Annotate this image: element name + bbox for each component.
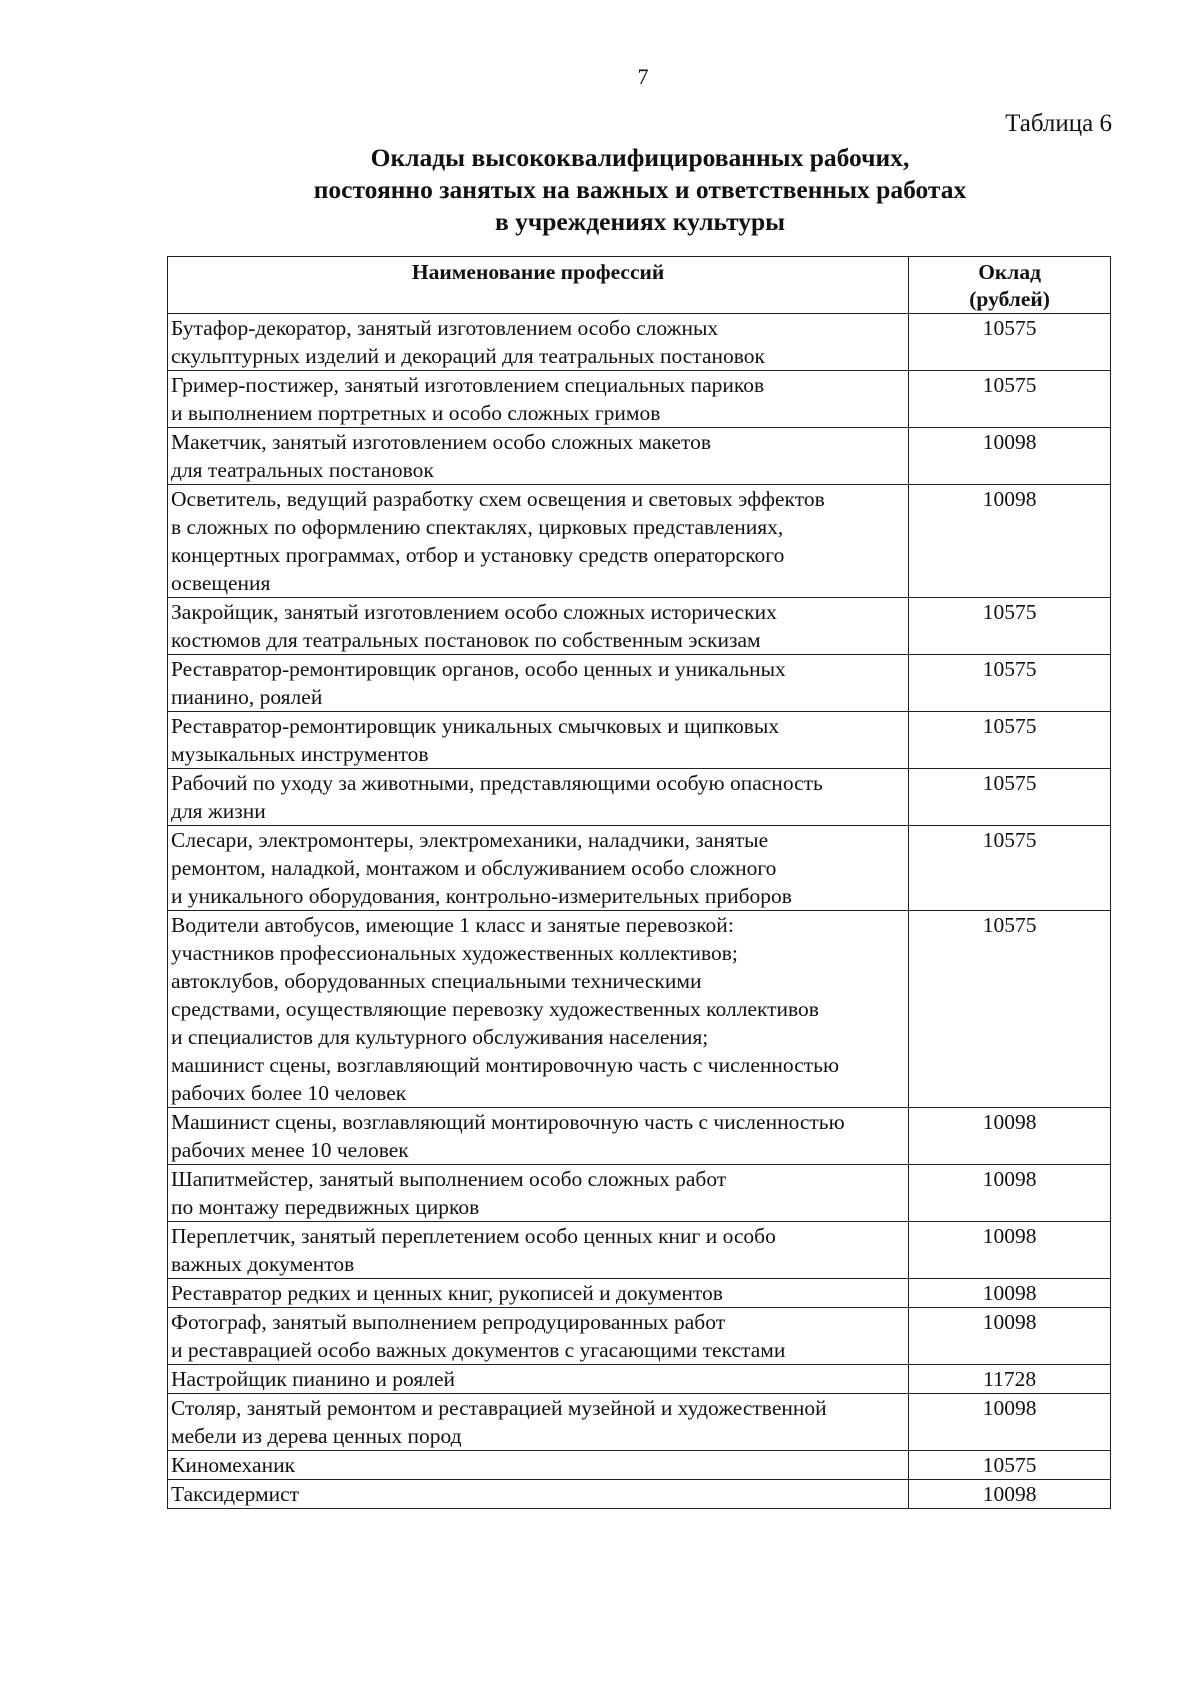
salary-cell: 10575: [909, 712, 1111, 769]
salary-cell: 10098: [909, 1165, 1111, 1222]
salary-cell: 10575: [909, 1451, 1111, 1480]
profession-cell: Макетчик, занятый изготовлением особо сложных макетов для театральных постановок: [168, 428, 909, 485]
column-header-profession: Наименование профессий: [168, 257, 909, 314]
table-row: [168, 485, 1111, 598]
salary-cell: 10575: [909, 371, 1111, 428]
profession-cell: Столяр, занятый ремонтом и реставрацией музейной и художественной мебели из дерева ценных пород: [168, 1394, 909, 1451]
column-header-salary: Оклад (рублей): [909, 257, 1111, 314]
page-number: 7: [637, 64, 649, 89]
profession-cell: Бутафор-декоратор, занятый изготовлением особо сложных скульптурных изделий и декораций для театральных постановок: [168, 314, 909, 371]
table-row: [168, 1365, 1111, 1394]
salary-cell: 10098: [909, 428, 1111, 485]
table-header-row: [168, 257, 1111, 314]
table-row: [168, 371, 1111, 428]
profession-cell: Водители автобусов, имеющие 1 класс и занятые перевозкой: участников профессиональных художественных коллективов; автоклубов, оборудованных специальными техническими средствами, осуществляющие перевозку художественных коллективов и специалистов для культурного обслуживания населения; машинист сцены, возглавляющий монтировочную часть с численностью рабочих более 10 человек: [168, 911, 909, 1108]
salary-cell: 10098: [909, 1222, 1111, 1279]
profession-cell: Переплетчик, занятый переплетением особо ценных книг и особо важных документов: [168, 1222, 909, 1279]
salary-cell: 10575: [909, 598, 1111, 655]
document-title: [160, 142, 1120, 238]
profession-cell: Гример-постижер, занятый изготовлением специальных париков и выполнением портретных и особо сложных гримов: [168, 371, 909, 428]
table-row: [168, 314, 1111, 371]
table-row: [168, 1451, 1111, 1480]
profession-cell: Машинист сцены, возглавляющий монтировочную часть с численностью рабочих менее 10 человек: [168, 1108, 909, 1165]
table-row: [168, 598, 1111, 655]
salary-cell: 10098: [909, 1308, 1111, 1365]
salary-cell: 10098: [909, 1480, 1111, 1509]
table-row: [168, 655, 1111, 712]
document-title-line: в учреждениях культуры: [494, 207, 786, 236]
salary-table-body: [168, 314, 1111, 1509]
table-row: [168, 1480, 1111, 1509]
salary-cell: 10575: [909, 314, 1111, 371]
document-title-line: Оклады высококвалифицированных рабочих,: [370, 143, 910, 172]
profession-cell: Настройщик пианино и роялей: [168, 1365, 909, 1394]
table-row: [168, 1108, 1111, 1165]
table-row: [168, 1308, 1111, 1365]
profession-cell: Реставратор редких и ценных книг, рукописей и документов: [168, 1279, 909, 1308]
table-row: [168, 1279, 1111, 1308]
table-row: [168, 1165, 1111, 1222]
table-row: [168, 712, 1111, 769]
profession-cell: Закройщик, занятый изготовлением особо сложных исторических костюмов для театральных постановок по собственным эскизам: [168, 598, 909, 655]
salary-cell: 10575: [909, 769, 1111, 826]
salary-cell: 10098: [909, 1108, 1111, 1165]
table-row: [168, 911, 1111, 1108]
profession-cell: Осветитель, ведущий разработку схем освещения и световых эффектов в сложных по оформлению спектаклях, цирковых представлениях, концертных программах, отбор и установку средств операторского освещения: [168, 485, 909, 598]
salary-cell: 10098: [909, 485, 1111, 598]
salary-cell: 10575: [909, 826, 1111, 911]
salary-cell: 10575: [909, 911, 1111, 1108]
table-label: Таблица 6: [1005, 110, 1112, 137]
salary-cell: 10575: [909, 655, 1111, 712]
table-row: [168, 1394, 1111, 1451]
profession-cell: Слесари, электромонтеры, электромеханики, наладчики, занятые ремонтом, наладкой, монтажом и обслуживанием особо сложного и уникального оборудования, контрольно-измерительных приборов: [168, 826, 909, 911]
salary-cell: 10098: [909, 1394, 1111, 1451]
salary-cell: 11728: [909, 1365, 1111, 1394]
table-row: [168, 1222, 1111, 1279]
salary-cell: 10098: [909, 1279, 1111, 1308]
profession-cell: Реставратор-ремонтировщик уникальных смычковых и щипковых музыкальных инструментов: [168, 712, 909, 769]
table-row: [168, 769, 1111, 826]
profession-cell: Реставратор-ремонтировщик органов, особо ценных и уникальных пианино, роялей: [168, 655, 909, 712]
profession-cell: Рабочий по уходу за животными, представляющими особую опасность для жизни: [168, 769, 909, 826]
table-row: [168, 826, 1111, 911]
table-row: [168, 428, 1111, 485]
profession-cell: Таксидермист: [168, 1480, 909, 1509]
profession-cell: Киномеханик: [168, 1451, 909, 1480]
salary-table: [167, 256, 1111, 1509]
document-title-line: постоянно занятых на важных и ответственных работах: [313, 175, 967, 204]
profession-cell: Фотограф, занятый выполнением репродуцированных работ и реставрацией особо важных документов с угасающими текстами: [168, 1308, 909, 1365]
profession-cell: Шапитмейстер, занятый выполнением особо сложных работ по монтажу передвижных цирков: [168, 1165, 909, 1222]
